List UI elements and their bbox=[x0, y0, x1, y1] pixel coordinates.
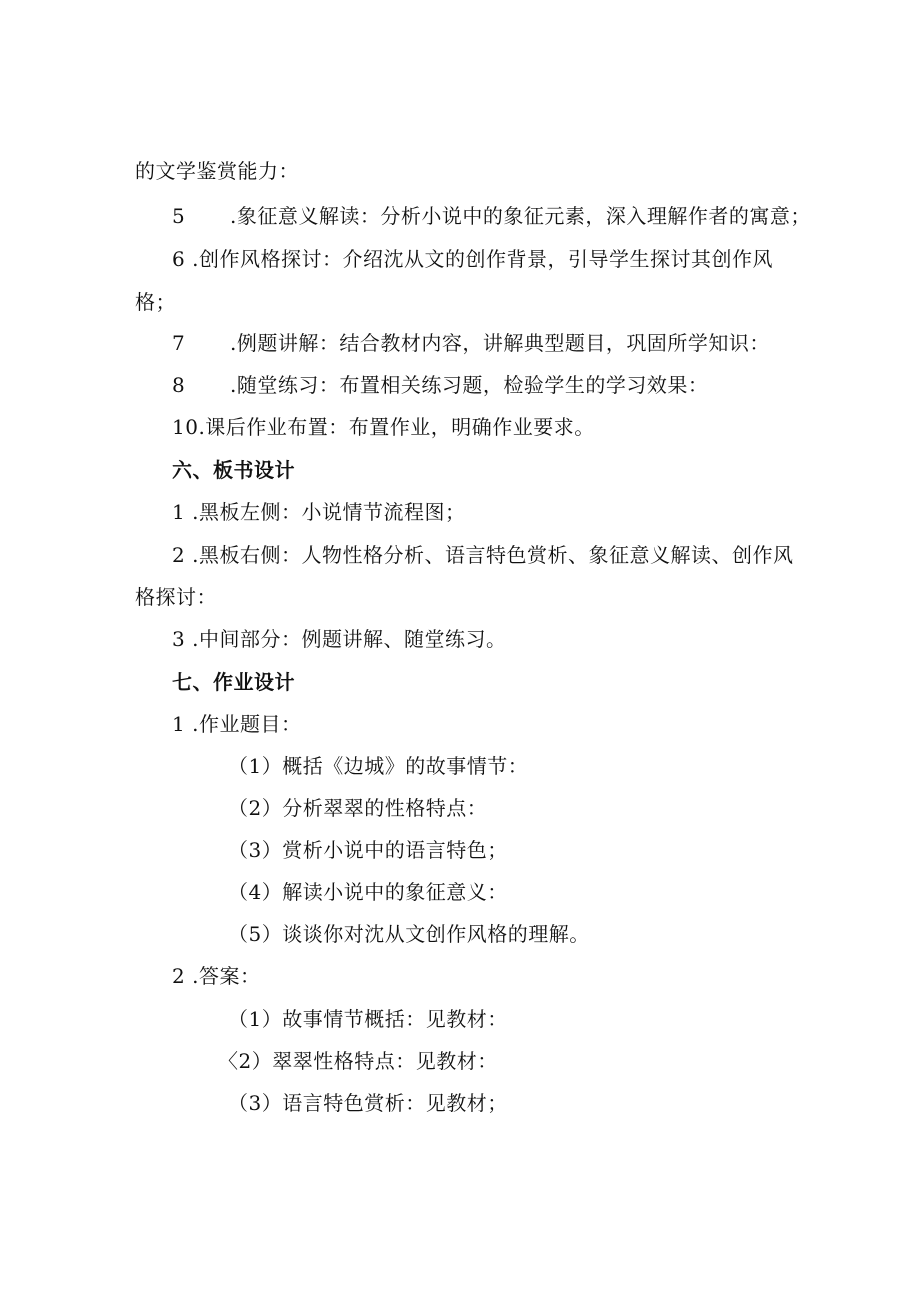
section-heading-board-design: 六、板书设计 bbox=[172, 458, 295, 482]
sub-list-item: （3）语言特色赏析：见教材； bbox=[228, 1091, 508, 1115]
list-item: 1 .黑板左侧：小说情节流程图； bbox=[172, 500, 466, 524]
section-heading-homework-design: 七、作业设计 bbox=[172, 670, 295, 694]
list-item: 3 .中间部分：例题讲解、随堂练习。 bbox=[172, 627, 507, 651]
list-item-7 bbox=[172, 330, 770, 356]
sub-list-item: （5）谈谈你对沈从文创作风格的理解。 bbox=[228, 922, 590, 946]
sub-list-item: （2）分析翠翠的性格特点： bbox=[228, 796, 488, 820]
sub-list-item: （1）概括《边城》的故事情节： bbox=[228, 754, 529, 778]
list-item: 2 .黑板右侧：人物性格分析、语言特色赏析、象征意义解读、创作风 bbox=[172, 543, 794, 567]
list-item-6: 6 .创作风格探讨：介绍沈从文的创作背景，引导学生探讨其创作风 bbox=[172, 247, 773, 271]
list-item-text: .例题讲解：结合教材内容，讲解典型题目，巩固所学知识： bbox=[230, 331, 770, 355]
list-item-text: .随堂练习：布置相关练习题，检验学生的学习效果： bbox=[230, 373, 709, 397]
sub-list-item: 〈2）翠翠性格特点：见教材： bbox=[218, 1049, 498, 1073]
list-item: 1 .作业题目： bbox=[172, 712, 302, 736]
list-number: 5 bbox=[172, 204, 186, 228]
list-item-8 bbox=[172, 372, 708, 398]
sub-list-item: （1）故事情节概括：见教材： bbox=[228, 1007, 508, 1031]
paragraph-line: 的文学鉴赏能力： bbox=[135, 159, 299, 183]
list-item-text: .象征意义解读：分析小说中的象征元素，深入理解作者的寓意； bbox=[230, 204, 811, 228]
sub-list-item: （4）解读小说中的象征意义： bbox=[228, 880, 508, 904]
sub-list-item: （3）赏析小说中的语言特色； bbox=[228, 838, 508, 862]
list-item-10: 10.课后作业布置：布置作业，明确作业要求。 bbox=[172, 415, 595, 439]
list-item-5 bbox=[172, 203, 811, 229]
paragraph-line: 格探讨： bbox=[135, 585, 217, 609]
list-number: 7 bbox=[172, 331, 186, 355]
list-item: 2 .答案： bbox=[172, 964, 261, 988]
paragraph-line: 格； bbox=[135, 290, 176, 314]
list-number: 8 bbox=[172, 373, 186, 397]
